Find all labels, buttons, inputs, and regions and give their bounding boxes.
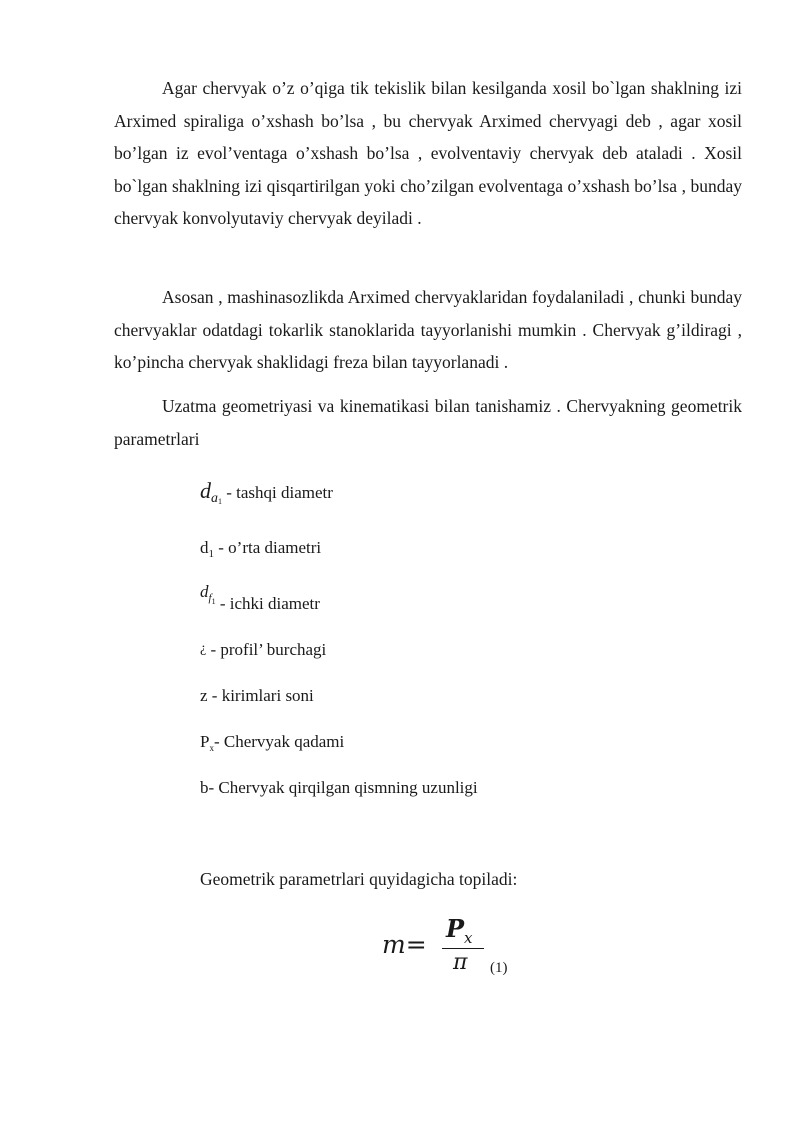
param-description: - Chervyak qirqilgan qismning uzunligi [208, 778, 478, 797]
param-worm-pitch: $P_x-$ Chervyak qadami [200, 732, 345, 753]
param-description: - kirimlari soni [207, 686, 314, 705]
formula-numerator: $P_x$ [446, 914, 473, 947]
param-description: - Chervyak qadami [213, 732, 345, 751]
param-starts-count [200, 686, 314, 706]
param-symbol: ¿ [200, 641, 207, 656]
paragraph-3: Uzatma geometriyasi va kinematikasi bilan tanishamiz . Chervyakning geometrik parametrlari [114, 396, 742, 449]
param-symbol: P [200, 732, 210, 751]
formula-lhs: m= [382, 930, 427, 959]
param-profile-angle [200, 640, 326, 660]
param-description: - o’rta diametri [214, 538, 322, 557]
param-symbol: d [200, 478, 211, 503]
param-outer-diameter: $d_{a1}$ - tashqi diametr [200, 478, 333, 506]
param-symbol: d [200, 538, 209, 557]
param-symbol: d [200, 582, 209, 601]
param-symbol: z [200, 686, 208, 705]
param-description: - ichki diametr [215, 594, 320, 613]
formula-denominator: π [453, 950, 468, 975]
param-inner-diameter: $d_{f1}$ - ichki diametr [200, 582, 320, 613]
param-description: - profil’ burchagi [206, 640, 327, 659]
paragraph-1: Agar chervyak o’z o’qiga tik tekislik bilan kesilganda xosil bo`lgan shaklning izi Arximed spiraliga o’xshash bo’lsa , bu chervyak Arximed chervyagi deb , agar xosil bo’lgan iz evol’ventaga o’xshash bo’lsa , evolventaviy chervyak deb ataladi . Xosil bo`lgan shaklning izi qisqartirilgan yoki cho’zilgan evolventaga o’xshash bo’lsa , bunday chervyak konvolyutaviy chervyak deyiladi . [114, 78, 742, 229]
formula-1 [382, 914, 522, 984]
param-description: - tashqi diametr [222, 483, 333, 502]
formula-number: (1) [490, 960, 508, 976]
paragraph-2: Asosan , mashinasozlikda Arximed chervyaklaridan foydalaniladi , chunki bunday chervyaklar odatdagi tokarlik stanoklarida tayyorlanishi mumkin . Chervyak g’ildiragi , ko’pincha chervyak shaklidagi freza bilan tayyorlanadi . [114, 287, 742, 373]
formula-lead-text: Geometrik parametrlari quyidagicha topiladi: [200, 869, 518, 889]
param-mean-diameter: $d_1$ - o’rta diametri [200, 538, 322, 560]
param-symbol: b [200, 778, 209, 797]
param-cut-length [200, 778, 478, 798]
